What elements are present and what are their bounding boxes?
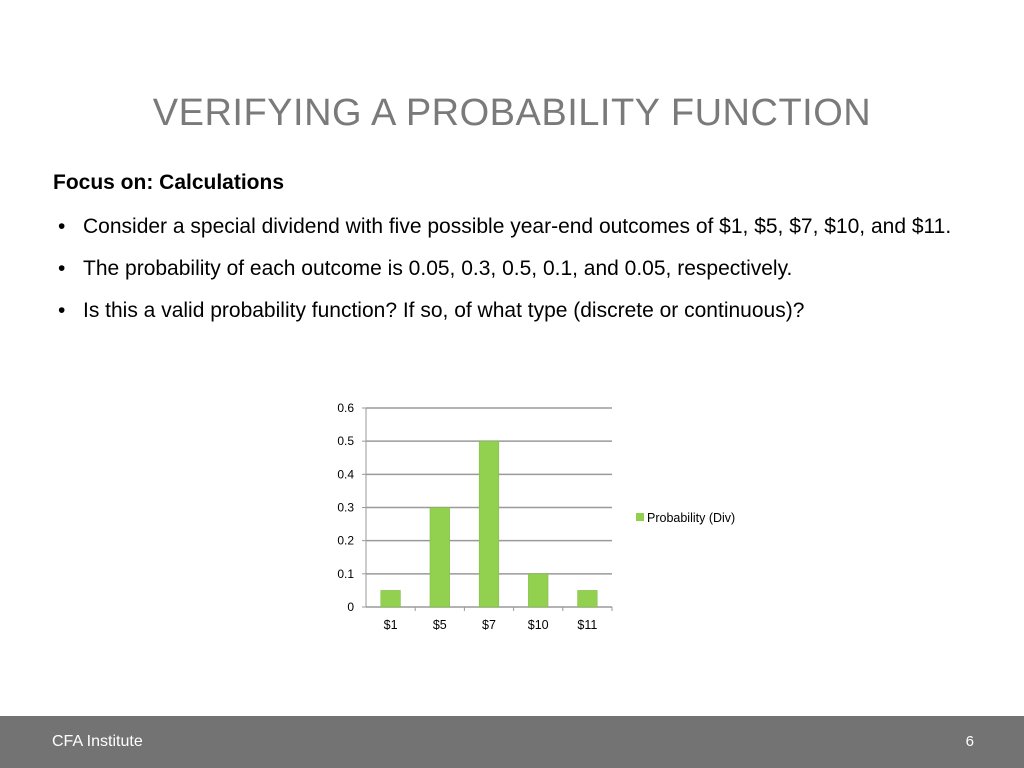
bar [381,590,401,607]
y-tick-label: 0 [347,600,354,614]
bar [479,441,499,607]
y-tick-label: 0.1 [337,566,354,581]
bullet-item [58,295,978,326]
legend-label: Probability (Div) [647,511,736,525]
slide-title: VERIFYING A PROBABILITY FUNCTION [152,92,872,134]
bullet-text: Is this a valid probability function? If so, of what type (discrete or continuous)? [83,299,805,322]
x-tick-label: $11 [577,618,598,632]
bar [528,574,548,607]
y-tick-label: 0.2 [337,533,354,548]
bullet-item [58,211,978,242]
bullet-dot-icon: • [58,215,66,238]
footer-bar [0,716,1024,768]
bullet-item [58,253,978,284]
probability-bar-chart [320,395,760,640]
x-tick-label: $10 [527,618,549,632]
y-tick-label: 0.6 [337,401,354,415]
section-heading: Focus on: Calculations [53,171,285,194]
bar [578,590,598,607]
bullet-dot-icon: • [58,299,66,322]
bar [430,508,450,608]
x-tick-label: $1 [383,618,398,632]
x-tick-label: $7 [482,618,496,632]
bullet-text: The probability of each outcome is 0.05, 0.3, 0.5, 0.1, and 0.05, respectively. [83,257,793,280]
bullet-text: Consider a special dividend with five possible year-end outcomes of $1, $5, $7, $10, and $11. [83,215,952,238]
y-tick-label: 0.4 [337,467,354,482]
y-tick-label: 0.3 [337,500,354,515]
bullet-dot-icon: • [58,257,66,280]
page-number: 6 [965,733,974,750]
x-tick-label: $5 [432,618,447,632]
footer-brand: CFA Institute [52,733,143,750]
legend-swatch [636,513,644,521]
y-tick-label: 0.5 [337,434,354,449]
bullet-list [58,211,978,337]
